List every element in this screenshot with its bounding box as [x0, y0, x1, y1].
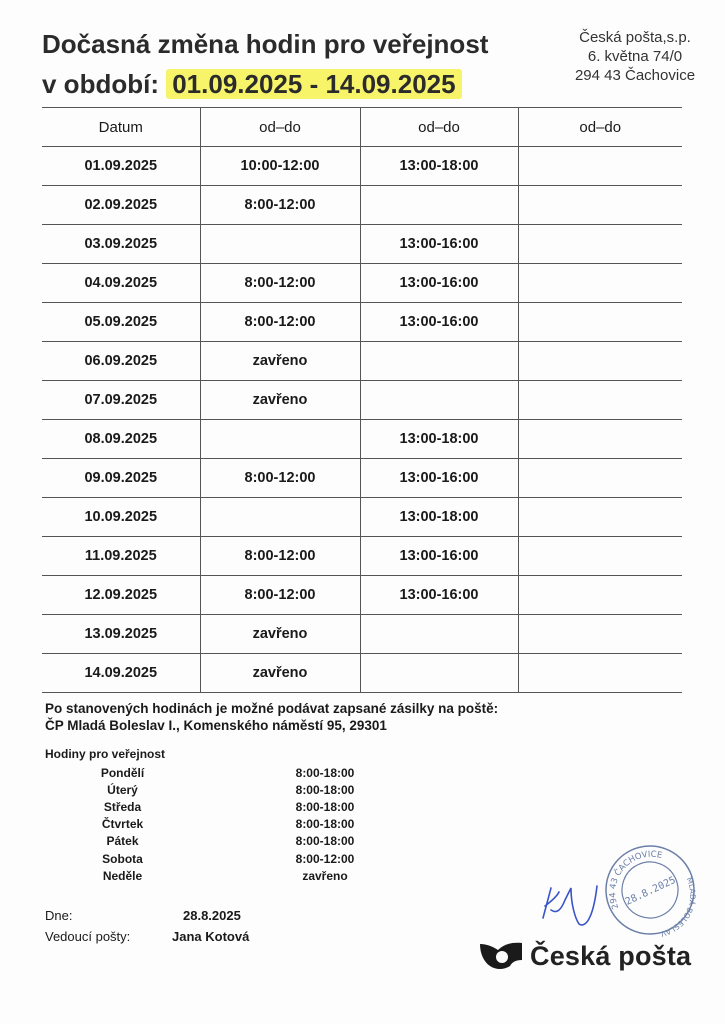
time-cell: zavřeno [200, 381, 360, 420]
time-cell: 8:00-12:00 [200, 459, 360, 498]
logo-text: Česká pošta [530, 940, 692, 971]
table-header-row [42, 108, 682, 147]
period-highlight: 01.09.2025 - 14.09.2025 [166, 69, 461, 99]
table-row [42, 576, 682, 615]
time-cell [518, 225, 682, 264]
date-cell: 09.09.2025 [42, 459, 200, 498]
time-cell: 13:00-16:00 [360, 264, 518, 303]
date-cell: 12.09.2025 [42, 576, 200, 615]
manager-label: Vedoucí pošty: [45, 929, 131, 944]
time-cell [518, 459, 682, 498]
weekday-label: Pondělí [100, 765, 145, 780]
table-row [42, 342, 682, 381]
weekday-label: Sobota [102, 851, 143, 866]
time-cell: 8:00-12:00 [200, 264, 360, 303]
weekday-label: Pátek [106, 834, 139, 849]
weekday-hours: 8:00-18:00 [295, 834, 355, 849]
hours-row [60, 850, 465, 867]
sender-city: 294 43 Čachovice [574, 67, 696, 84]
ceska-posta-logo [478, 940, 691, 972]
schedule-body [42, 147, 682, 693]
time-cell [518, 537, 682, 576]
time-cell: 13:00-16:00 [360, 459, 518, 498]
time-cell [518, 342, 682, 381]
stamp-bottom-text: MLADÁ BOLESLAV [659, 875, 698, 938]
table-row [42, 303, 682, 342]
weekday-label: Úterý [107, 782, 138, 797]
time-cell: 13:00-18:00 [360, 420, 518, 459]
after-hours-note [45, 700, 498, 734]
time-cell [360, 381, 518, 420]
date-cell: 05.09.2025 [42, 303, 200, 342]
header-od-do-2: od–do [360, 108, 518, 147]
header-datum: Datum [42, 108, 200, 147]
table-row [42, 615, 682, 654]
table-row [42, 381, 682, 420]
date-cell: 06.09.2025 [42, 342, 200, 381]
time-cell: 8:00-12:00 [200, 303, 360, 342]
time-cell: 8:00-12:00 [200, 537, 360, 576]
time-cell [200, 225, 360, 264]
time-cell [518, 186, 682, 225]
horn-icon [478, 940, 524, 972]
weekday-hours: 8:00-18:00 [295, 782, 355, 797]
hours-row [60, 867, 465, 884]
time-cell [518, 498, 682, 537]
weekday-hours: zavřeno [302, 868, 348, 883]
table-row [42, 498, 682, 537]
time-cell [200, 420, 360, 459]
date-cell: 13.09.2025 [42, 615, 200, 654]
weekday-hours: 8:00-18:00 [295, 765, 355, 780]
page-title [42, 24, 488, 104]
table-row [42, 264, 682, 303]
date-cell: 07.09.2025 [42, 381, 200, 420]
time-cell: 13:00-16:00 [360, 576, 518, 615]
time-cell [360, 342, 518, 381]
date-cell: 11.09.2025 [42, 537, 200, 576]
weekday-label: Čtvrtek [101, 817, 144, 832]
date-cell: 03.09.2025 [42, 225, 200, 264]
date-cell: 01.09.2025 [42, 147, 200, 186]
time-cell [518, 303, 682, 342]
time-cell: zavřeno [200, 615, 360, 654]
time-cell: 13:00-16:00 [360, 303, 518, 342]
table-row [42, 186, 682, 225]
time-cell [360, 615, 518, 654]
note-line1: Po stanovených hodinách je možné podávat zapsané zásilky na poště: [45, 701, 499, 716]
time-cell: zavřeno [200, 342, 360, 381]
time-cell: 8:00-12:00 [200, 186, 360, 225]
note-line2: ČP Mladá Boleslav I., Komenského náměstí 95, 29301 [45, 718, 387, 733]
table-row [42, 459, 682, 498]
time-cell [518, 147, 682, 186]
hours-row [60, 781, 465, 798]
time-cell [518, 654, 682, 693]
time-cell: 13:00-16:00 [360, 537, 518, 576]
table-row [42, 654, 682, 693]
weekday-hours: 8:00-18:00 [295, 817, 355, 832]
header-od-do-1: od–do [200, 108, 360, 147]
time-cell [518, 420, 682, 459]
time-cell: zavřeno [200, 654, 360, 693]
date-cell: 10.09.2025 [42, 498, 200, 537]
sender-street: 6. května 74/0 [587, 48, 683, 65]
time-cell [518, 381, 682, 420]
hours-row [60, 764, 465, 781]
time-cell: 8:00-12:00 [200, 576, 360, 615]
sender-address [560, 28, 710, 85]
table-row [42, 147, 682, 186]
stamp-top-text: 294 43 ČACHOVICE [608, 849, 664, 911]
manager-value: Jana Kotová [172, 929, 250, 944]
time-cell [360, 186, 518, 225]
title-line2-prefix: v období: [42, 69, 159, 99]
opening-hours-list [60, 764, 465, 884]
time-cell [360, 654, 518, 693]
hours-title: Hodiny pro veřejnost [45, 747, 166, 761]
date-cell: 02.09.2025 [42, 186, 200, 225]
time-cell: 13:00-18:00 [360, 147, 518, 186]
time-cell: 13:00-16:00 [360, 225, 518, 264]
time-cell [518, 264, 682, 303]
weekday-label: Středa [103, 799, 142, 814]
title-line1: Dočasná změna hodin pro veřejnost [42, 29, 489, 59]
time-cell [200, 498, 360, 537]
hours-row [60, 833, 465, 850]
manager-signature [535, 880, 605, 940]
table-row [42, 537, 682, 576]
date-cell: 08.09.2025 [42, 420, 200, 459]
weekday-hours: 8:00-18:00 [295, 799, 355, 814]
hours-row [60, 816, 465, 833]
time-cell [518, 576, 682, 615]
table-row [42, 420, 682, 459]
time-cell [518, 615, 682, 654]
sender-name: Česká pošta,s.p. [579, 29, 691, 46]
date-cell: 04.09.2025 [42, 264, 200, 303]
date-label: Dne: [45, 908, 73, 923]
date-value: 28.8.2025 [183, 908, 241, 923]
hours-row [60, 798, 465, 815]
weekday-label: Neděle [102, 868, 143, 883]
header-od-do-3: od–do [518, 108, 682, 147]
table-row [42, 225, 682, 264]
date-cell: 14.09.2025 [42, 654, 200, 693]
schedule-table [42, 107, 682, 693]
stamp-date: 28.8.2025 [623, 874, 678, 908]
time-cell: 13:00-18:00 [360, 498, 518, 537]
time-cell: 10:00-12:00 [200, 147, 360, 186]
post-office-stamp [600, 843, 700, 938]
weekday-hours: 8:00-12:00 [295, 851, 355, 866]
